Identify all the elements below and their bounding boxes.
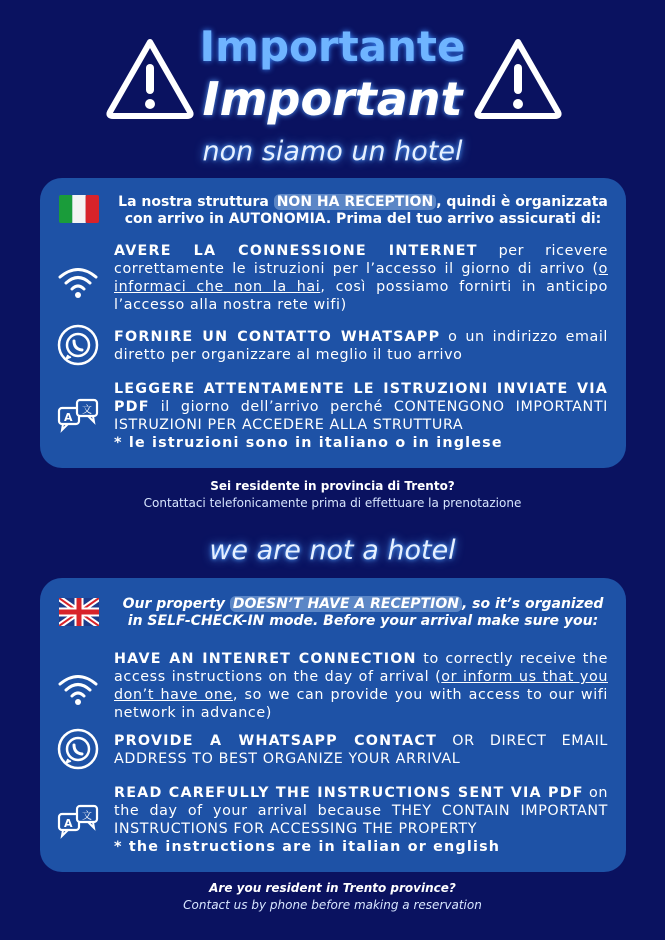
italian-resident-note [0, 478, 665, 512]
title-english: Important [202, 72, 463, 126]
svg-text:A: A [64, 411, 73, 424]
item-text: il giorno dell’arrivo perché CONTENGONO IMPORTANTI ISTRUZIONI PER ACCEDERE ALLA STRUTTURA [114, 399, 608, 433]
item-bold: HAVE AN INTENRET CONNECTION [114, 651, 417, 667]
item-text: OR DIRECT EMAIL ADDRESS TO BEST ORGANIZE YOUR ARRIVAL [114, 733, 608, 767]
list-item [114, 380, 608, 452]
item-bold: AVERE LA CONNESSIONE INTERNET [114, 243, 478, 259]
intro-text: , so it’s organized in SELF-CHECK-IN mode. Before your arrival make sure you: [127, 596, 604, 629]
resident-contact: Contact us by phone before making a reservation [183, 898, 482, 912]
item-underline: or inform us that you don’t have one [114, 669, 608, 703]
header [0, 14, 665, 124]
english-resident-note [0, 880, 665, 914]
uk-flag-icon [59, 598, 99, 626]
item-text: , so we can provide you with access to our wifi network in advance) [114, 687, 608, 721]
svg-text:文: 文 [82, 405, 92, 416]
wifi-icon [55, 258, 101, 304]
svg-text:A: A [64, 817, 73, 830]
resident-question: Are you resident in Trento province? [209, 881, 456, 895]
no-reception-highlight: NON HA RECEPTION [274, 194, 436, 210]
item-note: * the instructions are in italian or english [114, 839, 501, 855]
resident-contact: Contattaci telefonicamente prima di effettuare la prenotazione [143, 496, 522, 510]
english-intro [118, 596, 608, 630]
item-bold: PROVIDE A WHATSAPP CONTACT [114, 733, 438, 749]
item-bold: LEGGERE ATTENTAMENTE LE ISTRUZIONI INVIATE VIA PDF [114, 381, 608, 415]
item-text: o un indirizzo email diretto per organizzare al meglio il tuo arrivo [114, 329, 608, 363]
whatsapp-icon [55, 322, 101, 368]
svg-text:文: 文 [82, 811, 92, 822]
item-bold: FORNIRE UN CONTATTO WHATSAPP [114, 329, 441, 345]
italian-intro [118, 194, 608, 228]
item-text: per ricevere correttamente le istruzioni per l’accesso il giorno di arrivo ( [114, 243, 608, 277]
whatsapp-icon [55, 726, 101, 772]
no-reception-highlight: DOESN’T HAVE A RECEPTION [230, 596, 462, 612]
italian-heading: non siamo un hotel [202, 136, 463, 167]
resident-question: Sei residente in provincia di Trento? [210, 479, 455, 493]
translate-icon [55, 800, 101, 846]
item-underline: o informaci che non la hai [114, 261, 608, 295]
list-item [114, 784, 608, 856]
item-text: , così possiamo fornirti in anticipo l’accesso alla nostra rete wifi) [114, 279, 608, 313]
intro-text: , quindi è organizzata con arrivo in AUTONOMIA. Prima del tuo arrivo assicurati di: [124, 194, 608, 227]
item-note: * le istruzioni sono in italiano o in inglese [114, 435, 503, 451]
wifi-icon [55, 665, 101, 711]
item-text: on the day of your arrival because THEY CONTAIN IMPORTANT INSTRUCTIONS FOR ACCESSING THE PROPERTY [114, 785, 608, 837]
warning-icon [472, 36, 564, 120]
italy-flag-icon [59, 195, 99, 223]
list-item [114, 328, 608, 364]
english-heading: we are not a hotel [209, 535, 456, 566]
intro-text: La nostra struttura [118, 194, 274, 210]
list-item [114, 650, 608, 722]
item-text: to correctly receive the access instructions on the day of arrival ( [114, 651, 609, 685]
list-item [114, 732, 608, 768]
intro-text: Our property [122, 596, 230, 612]
italian-card [40, 178, 626, 468]
item-bold: READ CAREFULLY THE INSTRUCTIONS SENT VIA PDF [114, 785, 584, 801]
translate-icon [55, 394, 101, 440]
list-item [114, 242, 608, 314]
title-italian: Importante [199, 22, 466, 71]
english-card [40, 578, 626, 872]
